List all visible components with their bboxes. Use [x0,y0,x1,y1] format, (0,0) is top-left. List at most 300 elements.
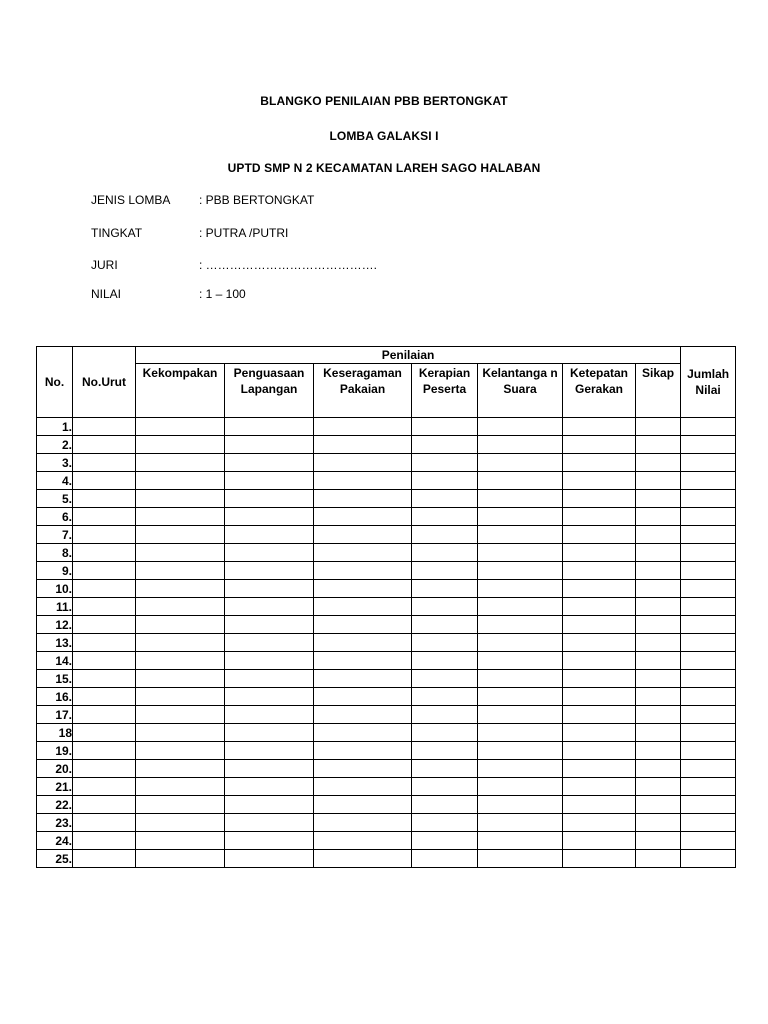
score-cell[interactable] [314,652,412,670]
score-cell[interactable] [136,490,225,508]
score-cell[interactable] [563,796,636,814]
score-cell[interactable] [636,616,681,634]
score-cell[interactable] [563,562,636,580]
score-cell[interactable] [136,850,225,868]
row-number: 17. [37,706,73,724]
score-cell[interactable] [225,832,314,850]
score-cell[interactable] [314,706,412,724]
score-cell[interactable] [225,580,314,598]
row-number: 5. [37,490,73,508]
row-number: 18 [37,724,73,742]
score-cell[interactable] [314,436,412,454]
row-number: 23. [37,814,73,832]
score-cell[interactable] [225,490,314,508]
table-row [37,796,736,814]
score-cell[interactable] [73,616,136,634]
score-cell[interactable] [412,436,478,454]
score-cell[interactable] [225,598,314,616]
score-cell[interactable] [636,472,681,490]
score-cell[interactable] [412,724,478,742]
row-number: 7. [37,526,73,544]
score-cell[interactable] [412,688,478,706]
row-number: 20. [37,760,73,778]
score-cell[interactable] [563,652,636,670]
info-label: JURI [91,258,118,272]
score-cell[interactable] [681,634,736,652]
header-jumlah-nilai: Jumlah Nilai [681,347,736,418]
info-row-jenis-lomba [91,193,491,207]
info-row-juri [91,258,491,272]
score-cell[interactable] [136,616,225,634]
score-cell[interactable] [73,814,136,832]
score-cell[interactable] [563,508,636,526]
score-cell[interactable] [412,472,478,490]
score-cell[interactable] [73,850,136,868]
score-cell[interactable] [136,670,225,688]
score-cell[interactable] [136,562,225,580]
score-cell[interactable] [73,562,136,580]
header-criterion: Ketepatan Gerakan [563,364,636,418]
score-cell[interactable] [563,526,636,544]
score-cell[interactable] [636,526,681,544]
score-cell[interactable] [225,562,314,580]
score-cell[interactable] [136,814,225,832]
table-row [37,508,736,526]
score-cell[interactable] [314,832,412,850]
table-row [37,436,736,454]
score-cell[interactable] [412,580,478,598]
score-cell[interactable] [412,562,478,580]
score-cell[interactable] [73,580,136,598]
score-cell[interactable] [563,724,636,742]
score-cell[interactable] [478,670,563,688]
score-cell[interactable] [225,652,314,670]
score-cell[interactable] [636,652,681,670]
row-number: 4. [37,472,73,490]
score-cell[interactable] [478,472,563,490]
header-criterion: Kerapian Peserta [412,364,478,418]
score-cell[interactable] [636,688,681,706]
info-label: JENIS LOMBA [91,193,171,207]
score-cell[interactable] [412,508,478,526]
score-cell[interactable] [225,526,314,544]
score-cell[interactable] [681,706,736,724]
row-number: 19. [37,742,73,760]
score-cell[interactable] [681,616,736,634]
table-row [37,490,736,508]
score-cell[interactable] [136,526,225,544]
score-cell[interactable] [314,796,412,814]
score-cell[interactable] [73,832,136,850]
row-number: 8. [37,544,73,562]
score-cell[interactable] [136,832,225,850]
score-cell[interactable] [478,832,563,850]
score-cell[interactable] [314,598,412,616]
score-cell[interactable] [636,580,681,598]
score-cell[interactable] [478,688,563,706]
score-cell[interactable] [636,436,681,454]
score-cell[interactable] [563,436,636,454]
score-cell[interactable] [478,436,563,454]
table-row [37,850,736,868]
table-row [37,544,736,562]
score-cell[interactable] [136,436,225,454]
score-cell[interactable] [563,760,636,778]
score-cell[interactable] [314,814,412,832]
score-cell[interactable] [478,490,563,508]
score-cell[interactable] [412,490,478,508]
score-cell[interactable] [563,706,636,724]
score-cell[interactable] [412,778,478,796]
score-cell[interactable] [478,454,563,472]
table-row [37,814,736,832]
score-cell[interactable] [412,418,478,436]
score-cell[interactable] [563,418,636,436]
score-cell[interactable] [681,760,736,778]
row-number: 25. [37,850,73,868]
table-row [37,598,736,616]
score-cell[interactable] [314,688,412,706]
score-cell[interactable] [314,670,412,688]
score-cell[interactable] [412,598,478,616]
score-cell[interactable] [681,742,736,760]
score-cell[interactable] [314,508,412,526]
score-cell[interactable] [73,760,136,778]
score-cell[interactable] [73,526,136,544]
score-cell[interactable] [314,454,412,472]
score-cell[interactable] [73,472,136,490]
score-cell[interactable] [478,796,563,814]
score-cell[interactable] [563,454,636,472]
score-cell[interactable] [478,598,563,616]
row-number: 13. [37,634,73,652]
score-cell[interactable] [73,778,136,796]
table-row [37,418,736,436]
row-number: 1. [37,418,73,436]
row-number: 2. [37,436,73,454]
score-cell[interactable] [314,724,412,742]
score-cell[interactable] [314,778,412,796]
score-cell[interactable] [681,670,736,688]
score-cell[interactable] [636,796,681,814]
score-cell[interactable] [314,544,412,562]
score-cell[interactable] [136,742,225,760]
score-cell[interactable] [636,454,681,472]
score-cell[interactable] [563,742,636,760]
scoring-table [36,346,736,868]
info-value: : PBB BERTONGKAT [199,193,315,207]
score-cell[interactable] [136,418,225,436]
row-number: 10. [37,580,73,598]
score-cell[interactable] [73,670,136,688]
row-number: 21. [37,778,73,796]
score-cell[interactable] [412,742,478,760]
score-cell[interactable] [681,454,736,472]
score-cell[interactable] [225,418,314,436]
score-cell[interactable] [478,616,563,634]
score-cell[interactable] [636,742,681,760]
score-cell[interactable] [136,454,225,472]
score-cell[interactable] [412,544,478,562]
table-row [37,526,736,544]
score-cell[interactable] [73,742,136,760]
header-no: No. [37,347,73,418]
score-cell[interactable] [563,544,636,562]
score-cell[interactable] [136,688,225,706]
score-cell[interactable] [225,436,314,454]
info-row-nilai [91,287,491,301]
score-cell[interactable] [314,418,412,436]
info-row-tingkat [91,226,491,240]
score-cell[interactable] [636,418,681,436]
score-cell[interactable] [136,598,225,616]
score-cell[interactable] [412,526,478,544]
header-criterion: Keseragaman Pakaian [314,364,412,418]
score-cell[interactable] [73,796,136,814]
header-criterion: Kelantanga n Suara [478,364,563,418]
table-row [37,760,736,778]
score-cell[interactable] [636,544,681,562]
header-criterion: Penguasaan Lapangan [225,364,314,418]
score-cell[interactable] [563,634,636,652]
table-row [37,742,736,760]
score-cell[interactable] [73,634,136,652]
score-cell[interactable] [636,850,681,868]
score-cell[interactable] [225,688,314,706]
score-cell[interactable] [681,418,736,436]
score-cell[interactable] [136,796,225,814]
header-penilaian: Penilaian [136,347,681,364]
score-cell[interactable] [681,436,736,454]
score-cell[interactable] [636,724,681,742]
score-cell[interactable] [225,724,314,742]
score-cell[interactable] [563,670,636,688]
score-cell[interactable] [636,508,681,526]
table-row [37,778,736,796]
score-cell[interactable] [681,490,736,508]
score-cell[interactable] [225,670,314,688]
score-cell[interactable] [314,562,412,580]
score-cell[interactable] [73,724,136,742]
score-cell[interactable] [73,688,136,706]
score-cell[interactable] [563,580,636,598]
score-cell[interactable] [225,814,314,832]
row-number: 3. [37,454,73,472]
score-cell[interactable] [636,490,681,508]
score-cell[interactable] [478,850,563,868]
score-cell[interactable] [681,850,736,868]
score-cell[interactable] [314,526,412,544]
score-cell[interactable] [412,814,478,832]
score-cell[interactable] [636,562,681,580]
score-cell[interactable] [225,544,314,562]
row-number: 12. [37,616,73,634]
score-cell[interactable] [412,670,478,688]
score-cell[interactable] [478,724,563,742]
score-cell[interactable] [136,778,225,796]
score-cell[interactable] [225,760,314,778]
score-cell[interactable] [412,850,478,868]
score-cell[interactable] [681,526,736,544]
score-cell[interactable] [478,580,563,598]
score-cell[interactable] [225,472,314,490]
score-cell[interactable] [225,742,314,760]
score-cell[interactable] [636,598,681,616]
score-cell[interactable] [681,832,736,850]
score-cell[interactable] [681,562,736,580]
score-cell[interactable] [478,760,563,778]
score-cell[interactable] [412,832,478,850]
score-cell[interactable] [136,580,225,598]
event-title: LOMBA GALAKSI I [329,129,439,143]
score-cell[interactable] [73,418,136,436]
score-cell[interactable] [225,454,314,472]
row-number: 16. [37,688,73,706]
row-number: 6. [37,508,73,526]
score-cell[interactable] [412,760,478,778]
score-cell[interactable] [681,598,736,616]
score-cell[interactable] [136,706,225,724]
score-cell[interactable] [563,778,636,796]
score-cell[interactable] [225,850,314,868]
table-row [37,634,736,652]
score-cell[interactable] [225,634,314,652]
score-cell[interactable] [136,652,225,670]
table-row [37,706,736,724]
info-value: : PUTRA /PUTRI [199,226,289,240]
score-cell[interactable] [412,634,478,652]
score-cell[interactable] [225,706,314,724]
score-cell[interactable] [478,418,563,436]
score-cell[interactable] [563,616,636,634]
header-no-urut: No.Urut [73,347,136,418]
score-cell[interactable] [681,814,736,832]
score-cell[interactable] [412,796,478,814]
score-cell[interactable] [478,706,563,724]
score-cell[interactable] [681,544,736,562]
score-cell[interactable] [478,634,563,652]
score-cell[interactable] [681,580,736,598]
score-cell[interactable] [225,616,314,634]
row-number: 22. [37,796,73,814]
row-number: 11. [37,598,73,616]
score-cell[interactable] [73,508,136,526]
score-cell[interactable] [225,508,314,526]
score-cell[interactable] [314,616,412,634]
score-cell[interactable] [73,598,136,616]
score-cell[interactable] [681,796,736,814]
score-cell[interactable] [636,634,681,652]
table-row [37,670,736,688]
score-cell[interactable] [636,832,681,850]
score-cell[interactable] [73,436,136,454]
score-cell[interactable] [314,580,412,598]
score-cell[interactable] [136,472,225,490]
header-criterion: Kekompakan [136,364,225,418]
score-cell[interactable] [636,778,681,796]
info-value: : ……………………………………. [199,258,378,272]
document-title: BLANGKO PENILAIAN PBB BERTONGKAT [260,94,508,108]
table-row [37,472,736,490]
score-cell[interactable] [136,634,225,652]
score-cell[interactable] [314,742,412,760]
score-cell[interactable] [478,742,563,760]
score-cell[interactable] [636,760,681,778]
score-cell[interactable] [478,778,563,796]
score-cell[interactable] [314,634,412,652]
score-cell[interactable] [478,526,563,544]
row-number: 15. [37,670,73,688]
score-cell[interactable] [563,598,636,616]
score-cell[interactable] [314,490,412,508]
score-cell[interactable] [73,544,136,562]
info-value: : 1 – 100 [199,287,246,301]
score-cell[interactable] [412,454,478,472]
info-label: TINGKAT [91,226,143,240]
score-cell[interactable] [636,706,681,724]
score-cell[interactable] [225,778,314,796]
score-cell[interactable] [478,508,563,526]
score-cell[interactable] [412,706,478,724]
score-cell[interactable] [73,490,136,508]
score-cell[interactable] [681,508,736,526]
score-cell[interactable] [681,778,736,796]
score-cell[interactable] [136,724,225,742]
score-cell[interactable] [563,850,636,868]
score-cell[interactable] [681,724,736,742]
score-cell[interactable] [73,706,136,724]
score-cell[interactable] [136,508,225,526]
score-cell[interactable] [636,814,681,832]
score-cell[interactable] [225,796,314,814]
score-cell[interactable] [681,472,736,490]
table-row [37,688,736,706]
table-row [37,454,736,472]
score-cell[interactable] [563,490,636,508]
score-cell[interactable] [314,850,412,868]
score-cell[interactable] [636,670,681,688]
score-cell[interactable] [681,652,736,670]
table-row [37,616,736,634]
school-title: UPTD SMP N 2 KECAMATAN LAREH SAGO HALABAN [227,161,541,175]
score-cell[interactable] [563,472,636,490]
table-body [37,418,736,868]
score-cell[interactable] [681,688,736,706]
score-cell[interactable] [136,544,225,562]
score-cell[interactable] [412,616,478,634]
table-row [37,562,736,580]
score-cell[interactable] [478,652,563,670]
table-row [37,832,736,850]
row-number: 14. [37,652,73,670]
info-label: NILAI [91,287,122,301]
score-cell[interactable] [412,652,478,670]
table-row [37,724,736,742]
score-cell[interactable] [73,652,136,670]
row-number: 9. [37,562,73,580]
score-cell[interactable] [563,814,636,832]
score-cell[interactable] [73,454,136,472]
score-cell[interactable] [563,832,636,850]
score-cell[interactable] [136,760,225,778]
row-number: 24. [37,832,73,850]
score-cell[interactable] [314,760,412,778]
score-cell[interactable] [478,544,563,562]
score-cell[interactable] [563,688,636,706]
score-cell[interactable] [478,562,563,580]
score-cell[interactable] [314,472,412,490]
score-cell[interactable] [478,814,563,832]
